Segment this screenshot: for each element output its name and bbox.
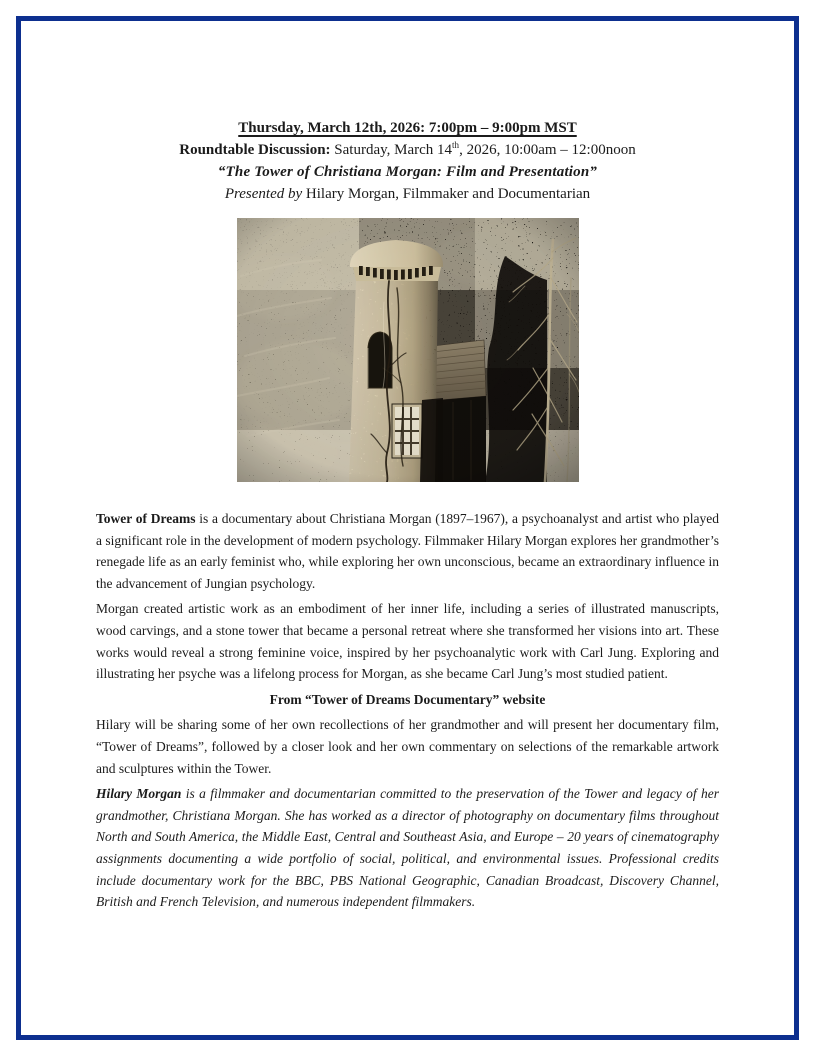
paragraph-morgan-artwork: Morgan created artistic work as an embodiment of her inner life, including a series of illustrated manuscripts, wood carvings, and a stone tower that became a personal retreat where she transformed her visions into art. These works would reveal a strong feminine voice, inspired by her psychoanalytic work with Carl Jung. Exploring and illustrating her psyche was a lifelong process for Morgan, as she became Carl Jung’s most studied patient.: [96, 601, 719, 682]
roundtable-date-pre: Saturday, March 14: [330, 142, 453, 158]
body-text: [96, 508, 719, 913]
roundtable-line: [96, 139, 719, 161]
hilary-morgan-lead: Hilary Morgan: [96, 786, 182, 802]
event-date-line: Thursday, March 12th, 2026: 7:00pm – 9:00pm MST: [238, 120, 577, 136]
roundtable-label: Roundtable Discussion:: [179, 142, 331, 158]
page-content: [21, 21, 794, 1035]
paragraph-hilary-presentation: Hilary will be sharing some of her own recollections of her grandmother and will present her documentary film, “Tower of Dreams”, followed by a closer look and her own commentary on selections of the remarkable artwork and sculptures within the Tower.: [96, 717, 719, 776]
event-title: “The Tower of Christiana Morgan: Film and Presentation”: [217, 164, 598, 180]
presented-by-label: Presented by: [224, 186, 306, 202]
tower-of-dreams-lead: Tower of Dreams: [96, 511, 196, 526]
roundtable-ordinal: th: [452, 140, 460, 150]
roundtable-date-post: , 2026, 10:00am – 12:00noon: [459, 142, 636, 158]
presenter-name: Hilary Morgan, Filmmaker and Documentarian: [305, 186, 591, 202]
tower-photo: [237, 218, 579, 482]
presenter-line: [96, 183, 719, 205]
page-border: [16, 16, 799, 1040]
paragraph-hilary-bio: Hilary Morgan is a filmmaker and documentarian committed to the preservation of the Tower and legacy of her grandmother, Christiana Morgan. She has worked as a director of photography on documentary films throughout North and South America, the Middle East, Central and Southeast Asia, and Europe – 20 years of cinematography assignments documenting a wide portfolio of social, political, and environmental issues. Professional credits include documentary work for the BBC, PBS National Geographic, Canadian Broadcast, Discovery Channel, British and French Television, and numerous independent filmmakers.: [96, 786, 719, 910]
event-header: [96, 117, 719, 205]
website-attribution-heading: From “Tower of Dreams Documentary” website: [269, 691, 546, 707]
tower-photo-illustration: [237, 218, 579, 482]
paragraph-tower-of-dreams: Tower of Dreams is a documentary about Christiana Morgan (1897–1967), a psychoanalyst and artist who played a significant role in the development of modern psychology. Filmmaker Hilary Morgan explores her grandmother’s renegade life as an early feminist who, while exploring her own unconscious, became an extraordinary influence in the advancement of Jungian psychology.: [96, 511, 719, 591]
